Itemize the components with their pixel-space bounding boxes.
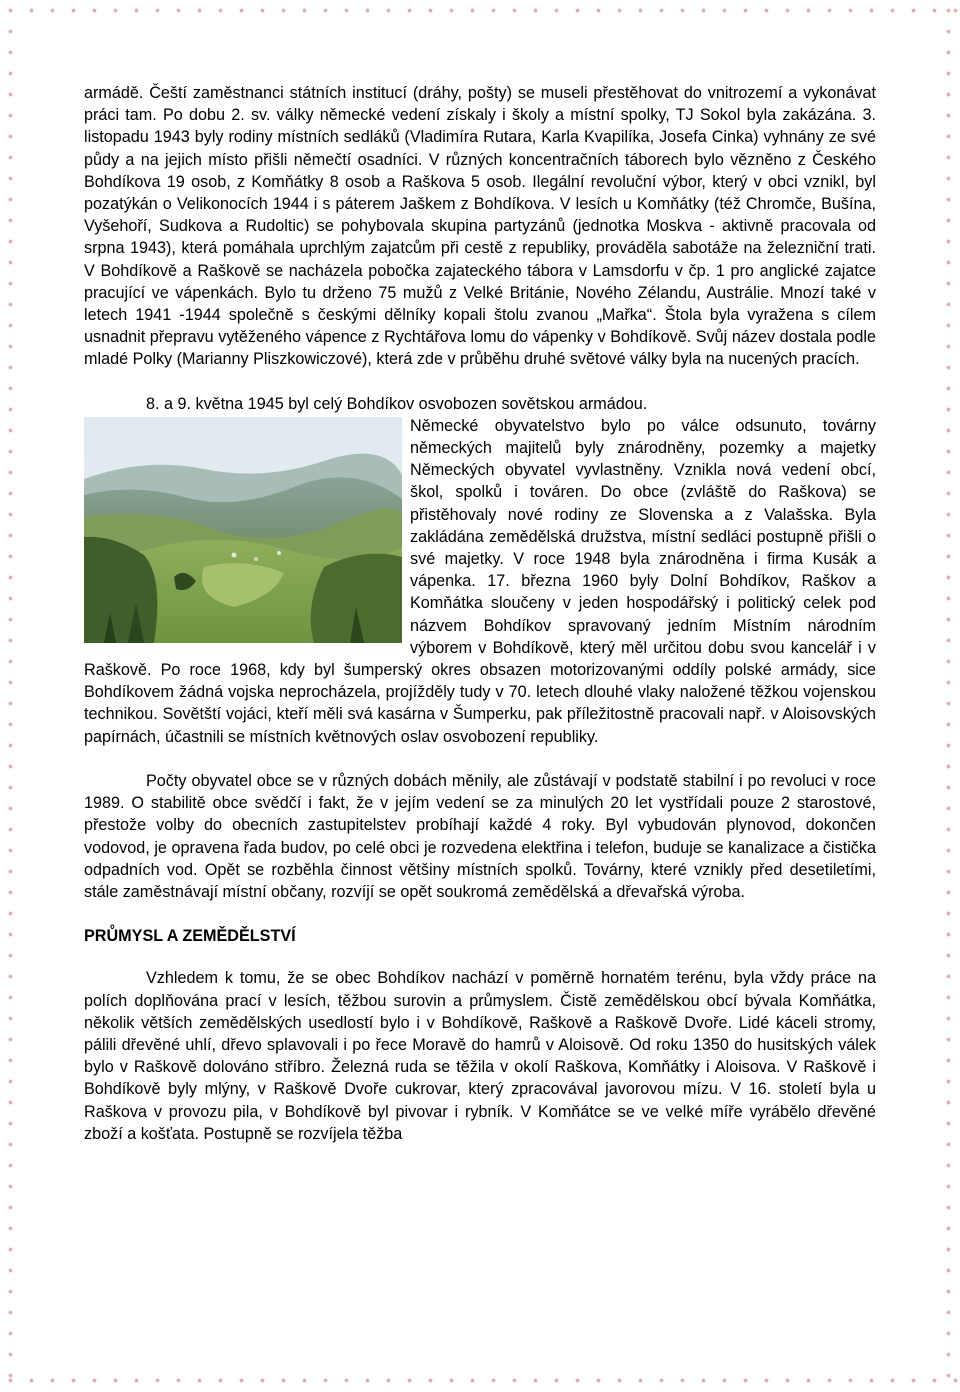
page-border-bottom — [0, 1370, 960, 1392]
page-border-top — [0, 0, 960, 22]
landscape-photo — [84, 417, 402, 643]
liberation-lead-text: 8. a 9. května 1945 byl celý Bohdíkov osvobozen sovětskou armádou. — [146, 394, 648, 413]
section-heading-industry: PRŮMYSL A ZEMĚDĚLSTVÍ — [84, 927, 296, 946]
paragraph-liberation — [84, 393, 876, 415]
paragraph-war-period: armádě. Čeští zaměstnanci státních institucí (dráhy, pošty) se museli přestěhovat do vnitrozemí a vykonávat práci tam. Po dobu 2. sv. války německé vedení získaly i školy a místní spolky, TJ Sokol byla zakázána. 3. listopadu 1943 byly rodiny místních sedláků (Vladimíra Rutara, Karla Kvapilíka, Josefa Cinka) vyhnány ze své půdy a na jejich místo přišli němečtí osadníci. V různých koncentračních táborech bylo vězněno z Českého Bohdíkova 19 osob, z Komňátky 8 osob a Raškova 5 osob. Ilegální revoluční výbor, který v obci vznikl, byl pozatýkán o Velikonocích 1944 i s páterem Jaškem z Bohdíkova. V lesích u Komňátky (též Chromče, Bušína, Vyšehoří, Sudkova a Rudoltic) se pohybovala skupina partyzánů (jednotka Moskva - aktivně pracovala od srpna 1943), která pomáhala uprchlým zajatcům při cestě z republiky, prováděla sabotáže na železniční trati. V Bohdíkově a Raškově se nacházela pobočka zajateckého tábora v Lamsdorfu v čp. 1 pro anglické zajatce pracující ve vápenkách. Bylo tu drženo 75 mužů z Velké Británie, Nového Zélandu, Austrálie. Mnozí také v letech 1941 -1944 společně s českými dělníky kopali štolu zvanou „Mařka“. Štola byla vyražena s cílem usnadnit přepravu vytěženého vápence z Rychtářova lomu do vápenky v Bohdíkově. Svůj název dostala podle mladé Polky (Marianny Pliszkowiczové), která zde v průběhu druhé světové války byla na nucených pracích. — [84, 84, 876, 369]
paragraph-post-war: Německé obyvatelstvo bylo po válce odsunuto, továrny německých majitelů byly znárodněny, pozemky a majetky Německých obyvatel vyvlastněny. Vznikla nová vedení obcí, škol, spolků i továren. Do obce (zvláště do Raškova) se přistěhovaly nové rodiny ze Slovenska a z Valašska. Byla zakládána zemědělská družstva, místní sedláci postupně přišli o své majetky. V roce 1948 byla znárodněna i firma Kusák a vápenka. 17. března 1960 byly Dolní Bohdíkov, Raškov a Komňátka sloučeny v jeden hospodářský i politický celek pod názvem Bohdíkov spravovaný jedním Místním národním výborem v Bohdíkově, který měl určitou dobu svou kancelář i v Raškově. Po roce 1968, kdy byl šumperský okres obsazen motorizovanými oddíly polské armády, sice Bohdíkovem žádná vojska neprocházela, projížděly tudy v 70. letech dlouhé vlaky naložené těžkou vojenskou technikou. Sovětští vojáci, kteří měli svá kasárna v Šumperku, pak příležitostně pracovali např. v Aloisovských papírnách, účastnili se místních květnových oslav osvobození republiky. — [84, 416, 876, 746]
landscape-photo-image — [84, 417, 402, 643]
paragraph-industry: Vzhledem k tomu, že se obec Bohdíkov nachází v poměrně hornatém terénu, byla vždy práce na polích doplňována prací v lesích, těžbou surovin a průmyslem. Čistě zemědělskou obcí bývala Komňátka, několik větších zemědělských usedlostí bylo i v Bohdíkově, Raškově a Raškově Dvoře. Lidé káceli stromy, pálili dřevěné uhlí, dřevo splavovali i po řece Moravě do hamrů v Aloisově. Od roku 1350 do husitských válek bylo v Raškově dolováno stříbro. Železná ruda se těžila v okolí Raškova, Komňátky i Aloisova. V Raškově i Bohdíkově byly mlýny, v Raškově Dvoře cukrovar, který zpracovával javorovou mízu. V 16. století byla u Raškova v provozu pila, v Bohdíkově byl pivovar i rybník. V Komňátce se ve velké míře vyrábělo dřevěné zboží a košťata. Postupně se rozvíjela těžba — [84, 969, 876, 1143]
page-border-right — [938, 0, 960, 1392]
document-page — [84, 82, 876, 1145]
paragraph-population: Počty obyvatel obce se v různých dobách měnily, ale zůstávají v podstatě stabilní i po revoluci v roce 1989. O stabilitě obce svědčí i fakt, že v jejím vedení se za minulých 20 let vystřídali pouze 2 starostové, přestože volby do obecních zastupitelstev probíhají každé 4 roky. Byl vybudován plynovod, dokončen vodovod, je opravena řada budov, po celé obci je rozvedena elektřina i telefon, buduje se kanalizace a čistička odpadních vod. Opět se rozběhla činnost většiny místních spolků. Továrny, které vznikly před desetiletími, stále zaměstnávají místní občany, rozvíjí se opět soukromá zemědělská a dřevařská výroba. — [84, 771, 876, 901]
page-border-left — [0, 0, 22, 1392]
